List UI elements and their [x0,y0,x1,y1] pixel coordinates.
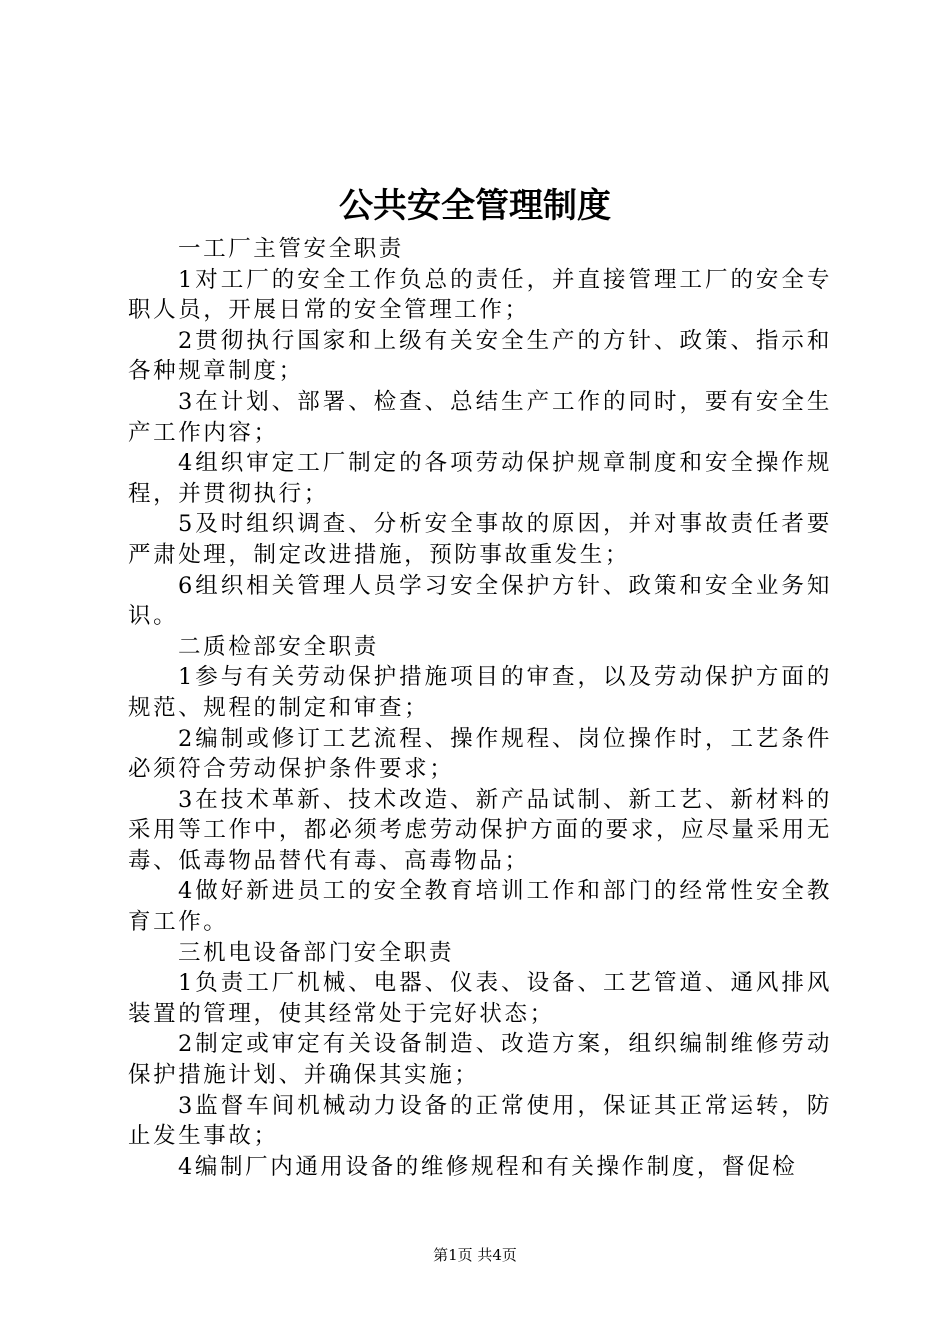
paragraph: 2贯彻执行国家和上级有关安全生产的方针、政策、指示和各种规章制度； [128,327,832,385]
paragraph: 2编制或修订工艺流程、操作规程、岗位操作时，工艺条件必须符合劳动保护条件要求； [128,725,832,783]
paragraph: 6组织相关管理人员学习安全保护方针、政策和安全业务知识。 [128,572,832,630]
section-heading: 一工厂主管安全职责 [178,236,404,262]
page-indicator: 第1页 共4页 [433,1246,517,1264]
paragraph: 1参与有关劳动保护措施项目的审查，以及劳动保护方面的规范、规程的制定和审查； [128,664,832,721]
page-footer [0,1244,950,1266]
section-heading: 二质检部安全职责 [178,633,379,660]
paragraph: 3在技术革新、技术改造、新产品试制、新工艺、新材料的采用等工作中，都必须考虑劳动保护方面的要求，应尽量采用无毒、低毒物品替代有毒、高毒物品； [128,786,832,874]
paragraph: 4编制厂内通用设备的维修规程和有关操作制度，督促检 [178,1153,798,1180]
document-title: 公共安全管理制度 [339,186,611,226]
paragraph: 5及时组织调查、分析安全事故的原因，并对事故责任者要严肃处理，制定改进措施，预防事故重发生； [128,511,832,568]
paragraph: 1负责工厂机械、电器、仪表、设备、工艺管道、通风排风装置的管理，使其经常处于完好状态； [128,970,832,1027]
paragraph: 3监督车间机械动力设备的正常使用，保证其正常运转，防止发生事故； [128,1092,832,1150]
paragraph: 2制定或审定有关设备制造、改造方案，组织编制维修劳动保护措施计划、并确保其实施； [128,1031,832,1089]
paragraph: 4做好新进员工的安全教育培训工作和部门的经常性安全教育工作。 [128,878,832,936]
paragraph: 4组织审定工厂制定的各项劳动保护规章制度和安全操作规程，并贯彻执行； [128,450,832,507]
paragraph: 3在计划、部署、检查、总结生产工作的同时，要有安全生产工作内容； [128,388,832,446]
paragraph: 1对工厂的安全工作负总的责任，并直接管理工厂的安全专职人员，开展日常的安全管理工作； [128,266,832,324]
document-body [128,234,832,1182]
section-heading: 三机电设备部门安全职责 [178,939,455,966]
